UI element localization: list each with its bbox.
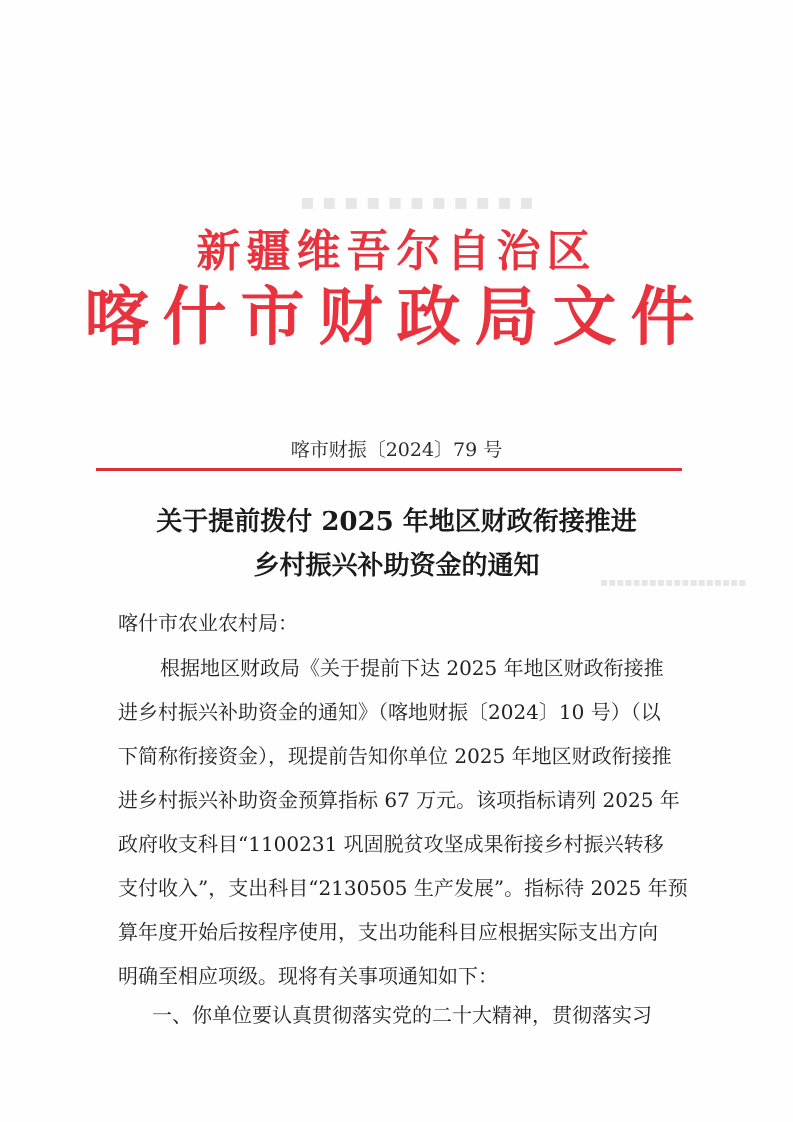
body-line: 根据地区财政局《关于提前下达 2025 年地区财政衔接推: [160, 656, 664, 680]
document-number: 喀市财振〔2024〕79 号: [290, 439, 503, 461]
body-line: 支付收入”，支出科目“2130505 生产发展”。指标待 2025 年预: [118, 876, 688, 900]
body-line: 一、你单位要认真贯彻落实党的二十大精神，贯彻落实习: [152, 1003, 652, 1027]
body-line: 下简称衔接资金），现提前告知你单位 2025 年地区财政衔接推: [118, 744, 672, 768]
body-line: 政府收支科目“1100231 巩固脱贫攻坚成果衔接乡村振兴转移: [118, 832, 664, 856]
red-divider-rule: [96, 468, 682, 471]
title-line-1: 关于提前拨付 2025 年地区财政衔接推进: [156, 507, 637, 537]
body-line: 明确至相应项级。现将有关事项通知如下：: [118, 964, 498, 988]
scan-showthrough: ▪ ▪ ▪ ▪ ▪ ▪ ▪ ▪ ▪ ▪ ▪: [300, 190, 534, 215]
salutation: 喀什市农业农村局：: [118, 611, 298, 635]
body-line: 算年度开始后按程序使用，支出功能科目应根据实际支出方向: [118, 920, 658, 944]
body-line: 进乡村振兴补助资金的通知》（喀地财振〔2024〕10 号）（以: [118, 700, 661, 724]
issuer-name-header: 喀什市财政局文件: [84, 280, 709, 355]
document-title: [0, 500, 793, 588]
title-line-2: 乡村振兴补助资金的通知: [253, 551, 540, 581]
scan-showthrough: ▪▪▪▪▪▪▪▪▪▪▪▪▪▪▪▪▪▪: [600, 575, 747, 589]
body-line: 进乡村振兴补助资金预算指标 67 万元。该项指标请列 2025 年: [118, 788, 680, 812]
issuer-region-header: 新疆维吾尔自治区: [196, 226, 597, 277]
